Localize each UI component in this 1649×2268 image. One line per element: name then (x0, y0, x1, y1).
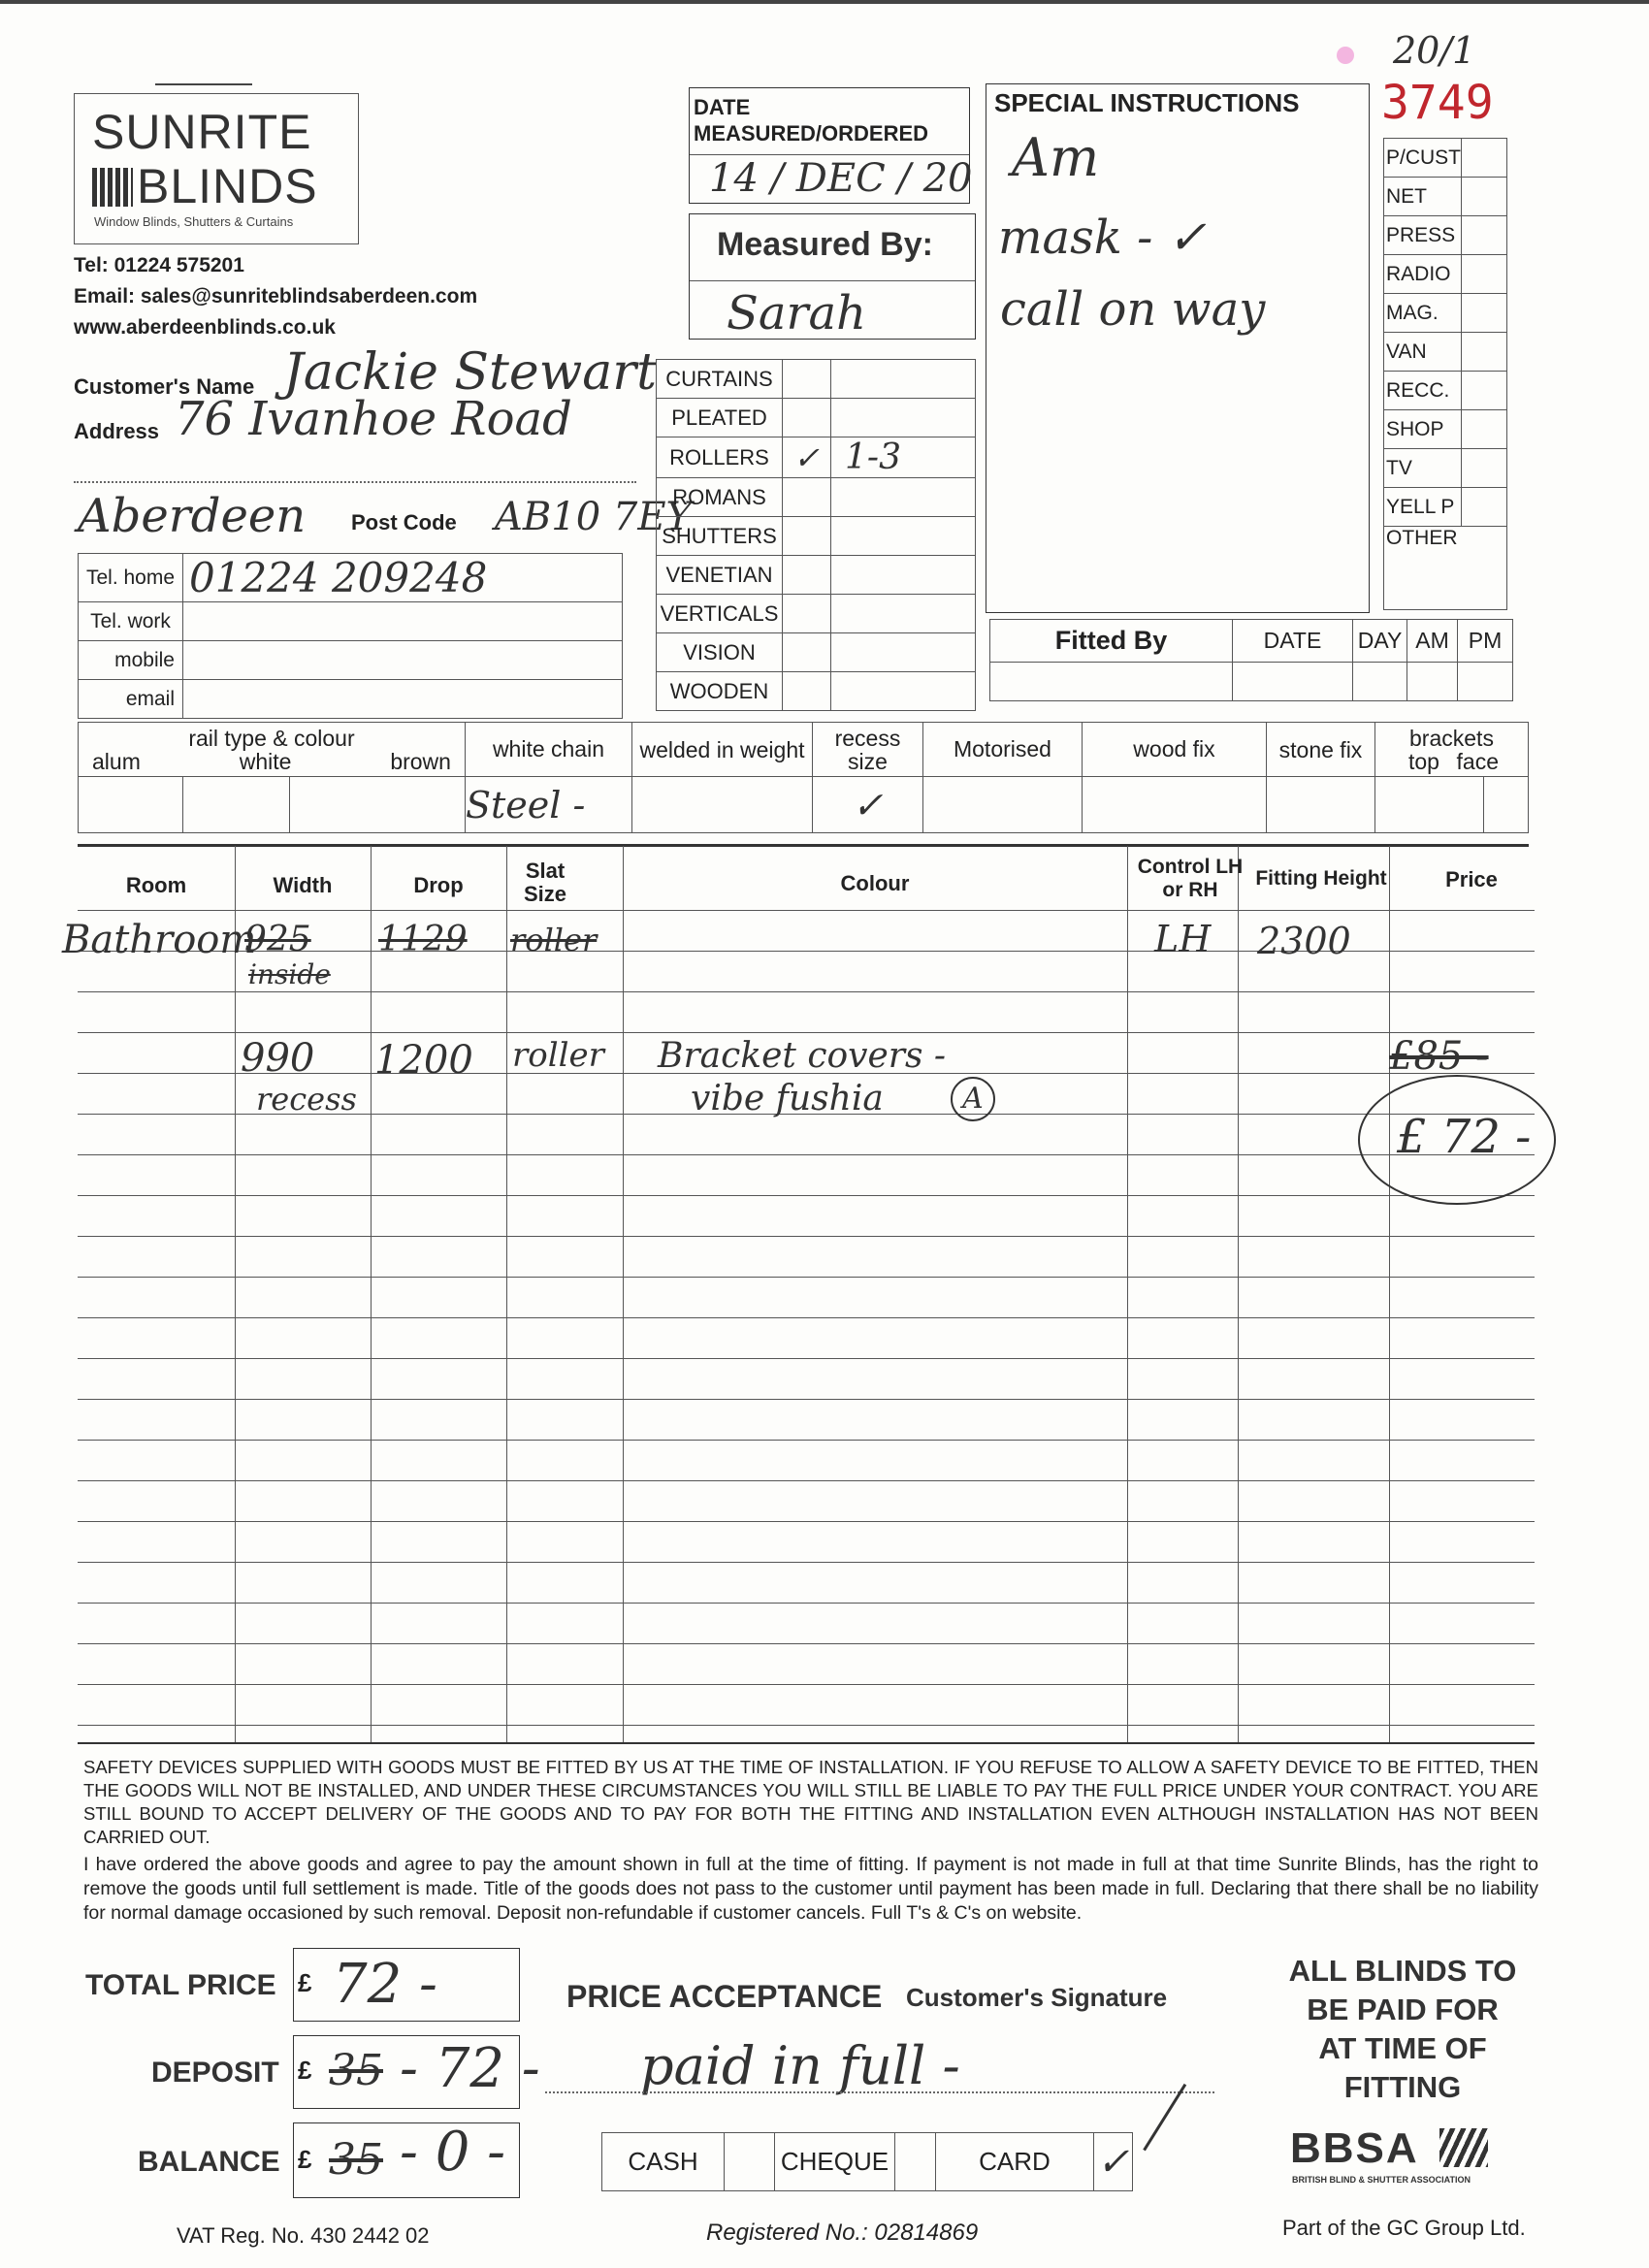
table-column-line (623, 846, 624, 1742)
vat-number: VAT Reg. No. 430 2442 02 (177, 2223, 430, 2248)
entry-colour-2-mark: A (951, 1077, 995, 1121)
product-row (657, 517, 976, 556)
fitted-pm-label: PM (1458, 620, 1513, 663)
header-control: Control LH or RH (1137, 856, 1244, 901)
tel-work-label: Tel. work (79, 602, 183, 641)
email-label: email (79, 680, 183, 719)
entry-width-2-note: recess (256, 1081, 357, 1118)
table-column-line (371, 846, 372, 1742)
product-qty (831, 360, 976, 399)
table-row-line (78, 1603, 1535, 1604)
product-label: VISION (657, 633, 783, 672)
special-instruction-line-3: call on way (1000, 282, 1266, 337)
mobile-label: mobile (79, 641, 183, 680)
scan-top-edge (0, 0, 1649, 4)
table-row-line (78, 1195, 1535, 1196)
customer-signature-label: Customer's Signature (906, 1983, 1168, 2012)
product-row (657, 633, 976, 672)
table-row-line (78, 1742, 1535, 1744)
entry-width-2: 990 (241, 1036, 315, 1081)
entry-height-1: 2300 (1257, 920, 1351, 962)
product-tick (783, 399, 831, 437)
payment-method-table (601, 2132, 1133, 2191)
balance-label: BALANCE (138, 2146, 280, 2178)
options-table (78, 722, 1529, 833)
motorised-label: Motorised (922, 723, 1082, 777)
entry-width-1-note: inside (248, 958, 331, 990)
date-box (689, 87, 973, 204)
pink-dot (1337, 47, 1354, 64)
deposit-currency: £ (298, 2056, 312, 2085)
rail-white-label: white (239, 748, 292, 774)
source-press: PRESS (1384, 216, 1462, 255)
total-price-value: 72 - (333, 1953, 437, 2016)
measured-by-value: Sarah (727, 286, 866, 340)
table-column-line (1238, 846, 1239, 1742)
balance-currency: £ (298, 2145, 312, 2174)
payment-notice-line-4: FITTING (1343, 2070, 1462, 2104)
source-radio: RADIO (1384, 255, 1462, 294)
company-logo (74, 93, 359, 244)
table-row-line (78, 1440, 1535, 1441)
fitted-date-label: DATE (1233, 620, 1353, 663)
table-row-line (78, 1725, 1535, 1726)
measure-table (62, 846, 1533, 1744)
product-tick (783, 478, 831, 517)
entry-control-1: LH (1154, 918, 1212, 960)
table-column-line (1389, 846, 1390, 1742)
customer-name-label: Customer's Name (74, 374, 255, 399)
source-p-cust: P/CUST (1384, 139, 1462, 178)
product-tick (783, 517, 831, 556)
address-value: 76 Ivanhoe Road (175, 392, 572, 446)
source-shop: SHOP (1384, 410, 1462, 449)
order-top-note: 20/1 (1393, 29, 1476, 72)
product-tick (783, 360, 831, 399)
product-tick (783, 672, 831, 711)
payment-card-tick: ✓ (1094, 2133, 1133, 2191)
rail-brown-label: brown (390, 748, 451, 774)
source-list-table (1383, 138, 1507, 610)
fitted-by-label: Fitted By (990, 620, 1233, 663)
source-mag: MAG. (1384, 294, 1462, 333)
balance-value: - 0 - (400, 2121, 506, 2184)
header-width: Width (273, 873, 333, 897)
special-instructions-box (986, 83, 1370, 613)
product-qty (831, 633, 976, 672)
product-row (657, 360, 976, 399)
recess-size-label: recess size (812, 723, 922, 777)
products-table (656, 359, 976, 711)
postcode-label: Post Code (351, 510, 457, 535)
rail-type-label: rail type & colour (188, 725, 355, 751)
bbsa-subtitle: BRITISH BLIND & SHUTTER ASSOCIATION (1292, 2175, 1471, 2185)
product-qty (831, 478, 976, 517)
white-chain-value: Steel - (465, 777, 631, 833)
welded-weight-label: welded in weight (631, 723, 812, 777)
product-label: ROLLERS (657, 437, 783, 478)
payment-notice-line-1: ALL BLINDS TO (1288, 1954, 1517, 1988)
payment-card: CARD (936, 2133, 1094, 2191)
product-row (657, 595, 976, 633)
table-row-line (78, 1277, 1535, 1278)
postcode-value: AB10 7EY (495, 495, 692, 539)
source-tv: TV (1384, 449, 1462, 488)
product-tick (783, 595, 831, 633)
table-row-line (78, 1317, 1535, 1318)
table-column-line (235, 846, 236, 1742)
bbsa-logo (1290, 2124, 1523, 2192)
header-colour: Colour (840, 871, 910, 895)
header-room: Room (125, 873, 187, 897)
address-line-2 (74, 481, 636, 483)
stone-fix-label: stone fix (1266, 723, 1374, 777)
tel-home-value: 01224 209248 (183, 554, 623, 602)
date-label: DATE MEASURED/ORDERED (694, 95, 929, 146)
payment-notice (1257, 1952, 1548, 2107)
wood-fix-label: wood fix (1082, 723, 1266, 777)
entry-drop-1: 1129 (378, 920, 468, 959)
header-slat-size: Slat Size (523, 859, 567, 906)
table-row-line (78, 910, 1535, 911)
measured-by-label: Measured By: (717, 226, 933, 263)
table-column-line (506, 846, 507, 1742)
fitted-am-label: AM (1407, 620, 1458, 663)
entry-slat-2: roller (512, 1036, 604, 1075)
address-label: Address (74, 419, 160, 443)
product-row (657, 672, 976, 711)
product-label: VERTICALS (657, 595, 783, 633)
brackets-face-label: face (1456, 748, 1499, 774)
company-name-line2: BLINDS (137, 159, 318, 213)
brackets-label: brackets (1409, 725, 1494, 751)
total-price-box (293, 1948, 520, 2022)
product-row (657, 399, 976, 437)
date-value: 14 / DEC / 20 (709, 156, 973, 201)
product-label: CURTAINS (657, 360, 783, 399)
company-tagline: Window Blinds, Shutters & Curtains (94, 214, 294, 229)
bbsa-logo-text: BBSA (1290, 2124, 1419, 2172)
product-label: PLEATED (657, 399, 783, 437)
source-recc: RECC. (1384, 372, 1462, 410)
brackets-top-label: top (1407, 748, 1439, 774)
product-row (657, 478, 976, 517)
source-yell-p: YELL P (1384, 488, 1462, 527)
payment-notice-line-2: BE PAID FOR (1307, 1993, 1499, 2026)
table-row-line (78, 1480, 1535, 1481)
table-row-line (78, 1684, 1535, 1685)
total-currency: £ (298, 1968, 312, 1997)
total-price-label: TOTAL PRICE (85, 1969, 276, 2001)
table-row-line (78, 991, 1535, 992)
company-tel: Tel: 01224 575201 (74, 254, 244, 276)
customer-name-value: Jackie Stewart (283, 343, 657, 402)
signature-line (545, 2091, 1214, 2093)
product-qty (831, 399, 976, 437)
entry-room: Bathroom (62, 918, 257, 962)
table-row-line (78, 1358, 1535, 1359)
signature-tick (1135, 2079, 1186, 2152)
balance-struck-value: 35 (329, 2135, 383, 2185)
table-row-line (78, 1562, 1535, 1563)
entry-colour-2b: vibe fushia (691, 1079, 884, 1118)
table-row-line (78, 1154, 1535, 1155)
white-chain-label: white chain (465, 723, 631, 777)
deposit-label: DEPOSIT (151, 2057, 279, 2089)
header-drop: Drop (413, 873, 464, 897)
payment-cheque: CHEQUE (775, 2133, 895, 2191)
price-acceptance-title: PRICE ACCEPTANCE (566, 1979, 883, 2014)
entry-width-1: 925 (244, 920, 311, 959)
blinds-icon (92, 168, 133, 207)
entry-slat-1: roller (510, 922, 598, 958)
deposit-struck-value: 35 (329, 2046, 383, 2095)
special-instructions-title: SPECIAL INSTRUCTIONS (994, 88, 1300, 117)
header-price: Price (1445, 867, 1498, 891)
table-row-line (78, 1521, 1535, 1522)
product-label: WOODEN (657, 672, 783, 711)
table-column-line (1127, 846, 1128, 1742)
tel-home-label: Tel. home (79, 554, 183, 602)
product-qty: 1-3 (831, 437, 976, 478)
product-row (657, 556, 976, 595)
table-row-line (78, 1236, 1535, 1237)
source-net: NET (1384, 178, 1462, 216)
source-van: VAN (1384, 333, 1462, 372)
fitted-by-table (989, 619, 1513, 701)
order-number: 3749 (1381, 76, 1494, 130)
payment-cash: CASH (602, 2133, 725, 2191)
source-other: OTHER (1384, 527, 1507, 610)
city-value: Aberdeen (78, 489, 307, 543)
entry-drop-2: 1200 (374, 1038, 473, 1083)
agreement-terms: I have ordered the above goods and agree to pay the amount shown in full at the time of fitting. If payment is not made in full at that time Sunrite Blinds, has the right to remove the goods until full settlement is made. Title of the goods does not pass to the customer until payment has been made in full. Declaring that there shall be no liability for normal damage occasioned by such removal. Deposit non-refundable if customer cancels. Full T's & C's on website. (83, 1854, 1538, 1924)
special-instruction-line-1: Am (1012, 127, 1100, 188)
product-qty (831, 556, 976, 595)
product-qty (831, 517, 976, 556)
product-label: SHUTTERS (657, 517, 783, 556)
table-row-line (78, 1399, 1535, 1400)
fitted-day-label: DAY (1353, 620, 1407, 663)
company-name-line1: SUNRITE (92, 105, 312, 159)
company-email: Email: sales@sunriteblindsaberdeen.com (74, 285, 478, 308)
product-label: VENETIAN (657, 556, 783, 595)
customer-signature-value: paid in full - (640, 2035, 960, 2096)
measured-by-box (689, 213, 976, 340)
entry-colour-2a: Bracket covers - (658, 1036, 947, 1076)
product-tick (783, 633, 831, 672)
contact-table (78, 553, 623, 719)
product-row (657, 437, 976, 478)
group-name: Part of the GC Group Ltd. (1282, 2216, 1526, 2240)
table-row-line (78, 1032, 1535, 1033)
header-pen-mark (155, 83, 252, 85)
product-label: ROMANS (657, 478, 783, 517)
entry-price-old: £85 - (1389, 1034, 1489, 1079)
product-tick: ✓ (783, 437, 831, 478)
company-website: www.aberdeenblinds.co.uk (74, 316, 336, 339)
deposit-value: - 72 - (400, 2037, 540, 2100)
product-tick (783, 556, 831, 595)
bbsa-stripes-icon (1439, 2128, 1488, 2167)
entry-price-new: £ 72 - (1397, 1110, 1532, 1164)
product-qty (831, 595, 976, 633)
recess-size-value: ✓ (812, 777, 922, 833)
special-instruction-line-2: mask - ✓ (998, 211, 1207, 265)
registered-number: Registered No.: 02814869 (706, 2219, 979, 2246)
payment-notice-line-3: AT TIME OF (1318, 2031, 1487, 2065)
rail-alum-label: alum (92, 748, 141, 774)
product-qty (831, 672, 976, 711)
safety-terms: SAFETY DEVICES SUPPLIED WITH GOODS MUST BE FITTED BY US AT THE TIME OF INSTALLATION. IF YOU REFUSE TO ALLOW A SAFETY DEVICE TO BE FITTED, THEN THE GOODS WILL NOT BE INSTALLED, AND UNDER THESE CIRCUMSTANCES YOU WILL STILL BE LIABLE TO PAY THE FULL PRICE UNDER YOUR CONTRACT. YOU ARE STILL BOUND TO ACCEPT DELIVERY OF THE GOODS AND TO PAY FOR BOTH THE FITTING AND INSTALLATION EVEN ALTHOUGH INSTALLATION HAS NOT BEEN CARRIED OUT. (83, 1757, 1538, 1847)
header-fitting-height: Fitting Height (1255, 867, 1387, 890)
table-row-line (78, 1643, 1535, 1644)
